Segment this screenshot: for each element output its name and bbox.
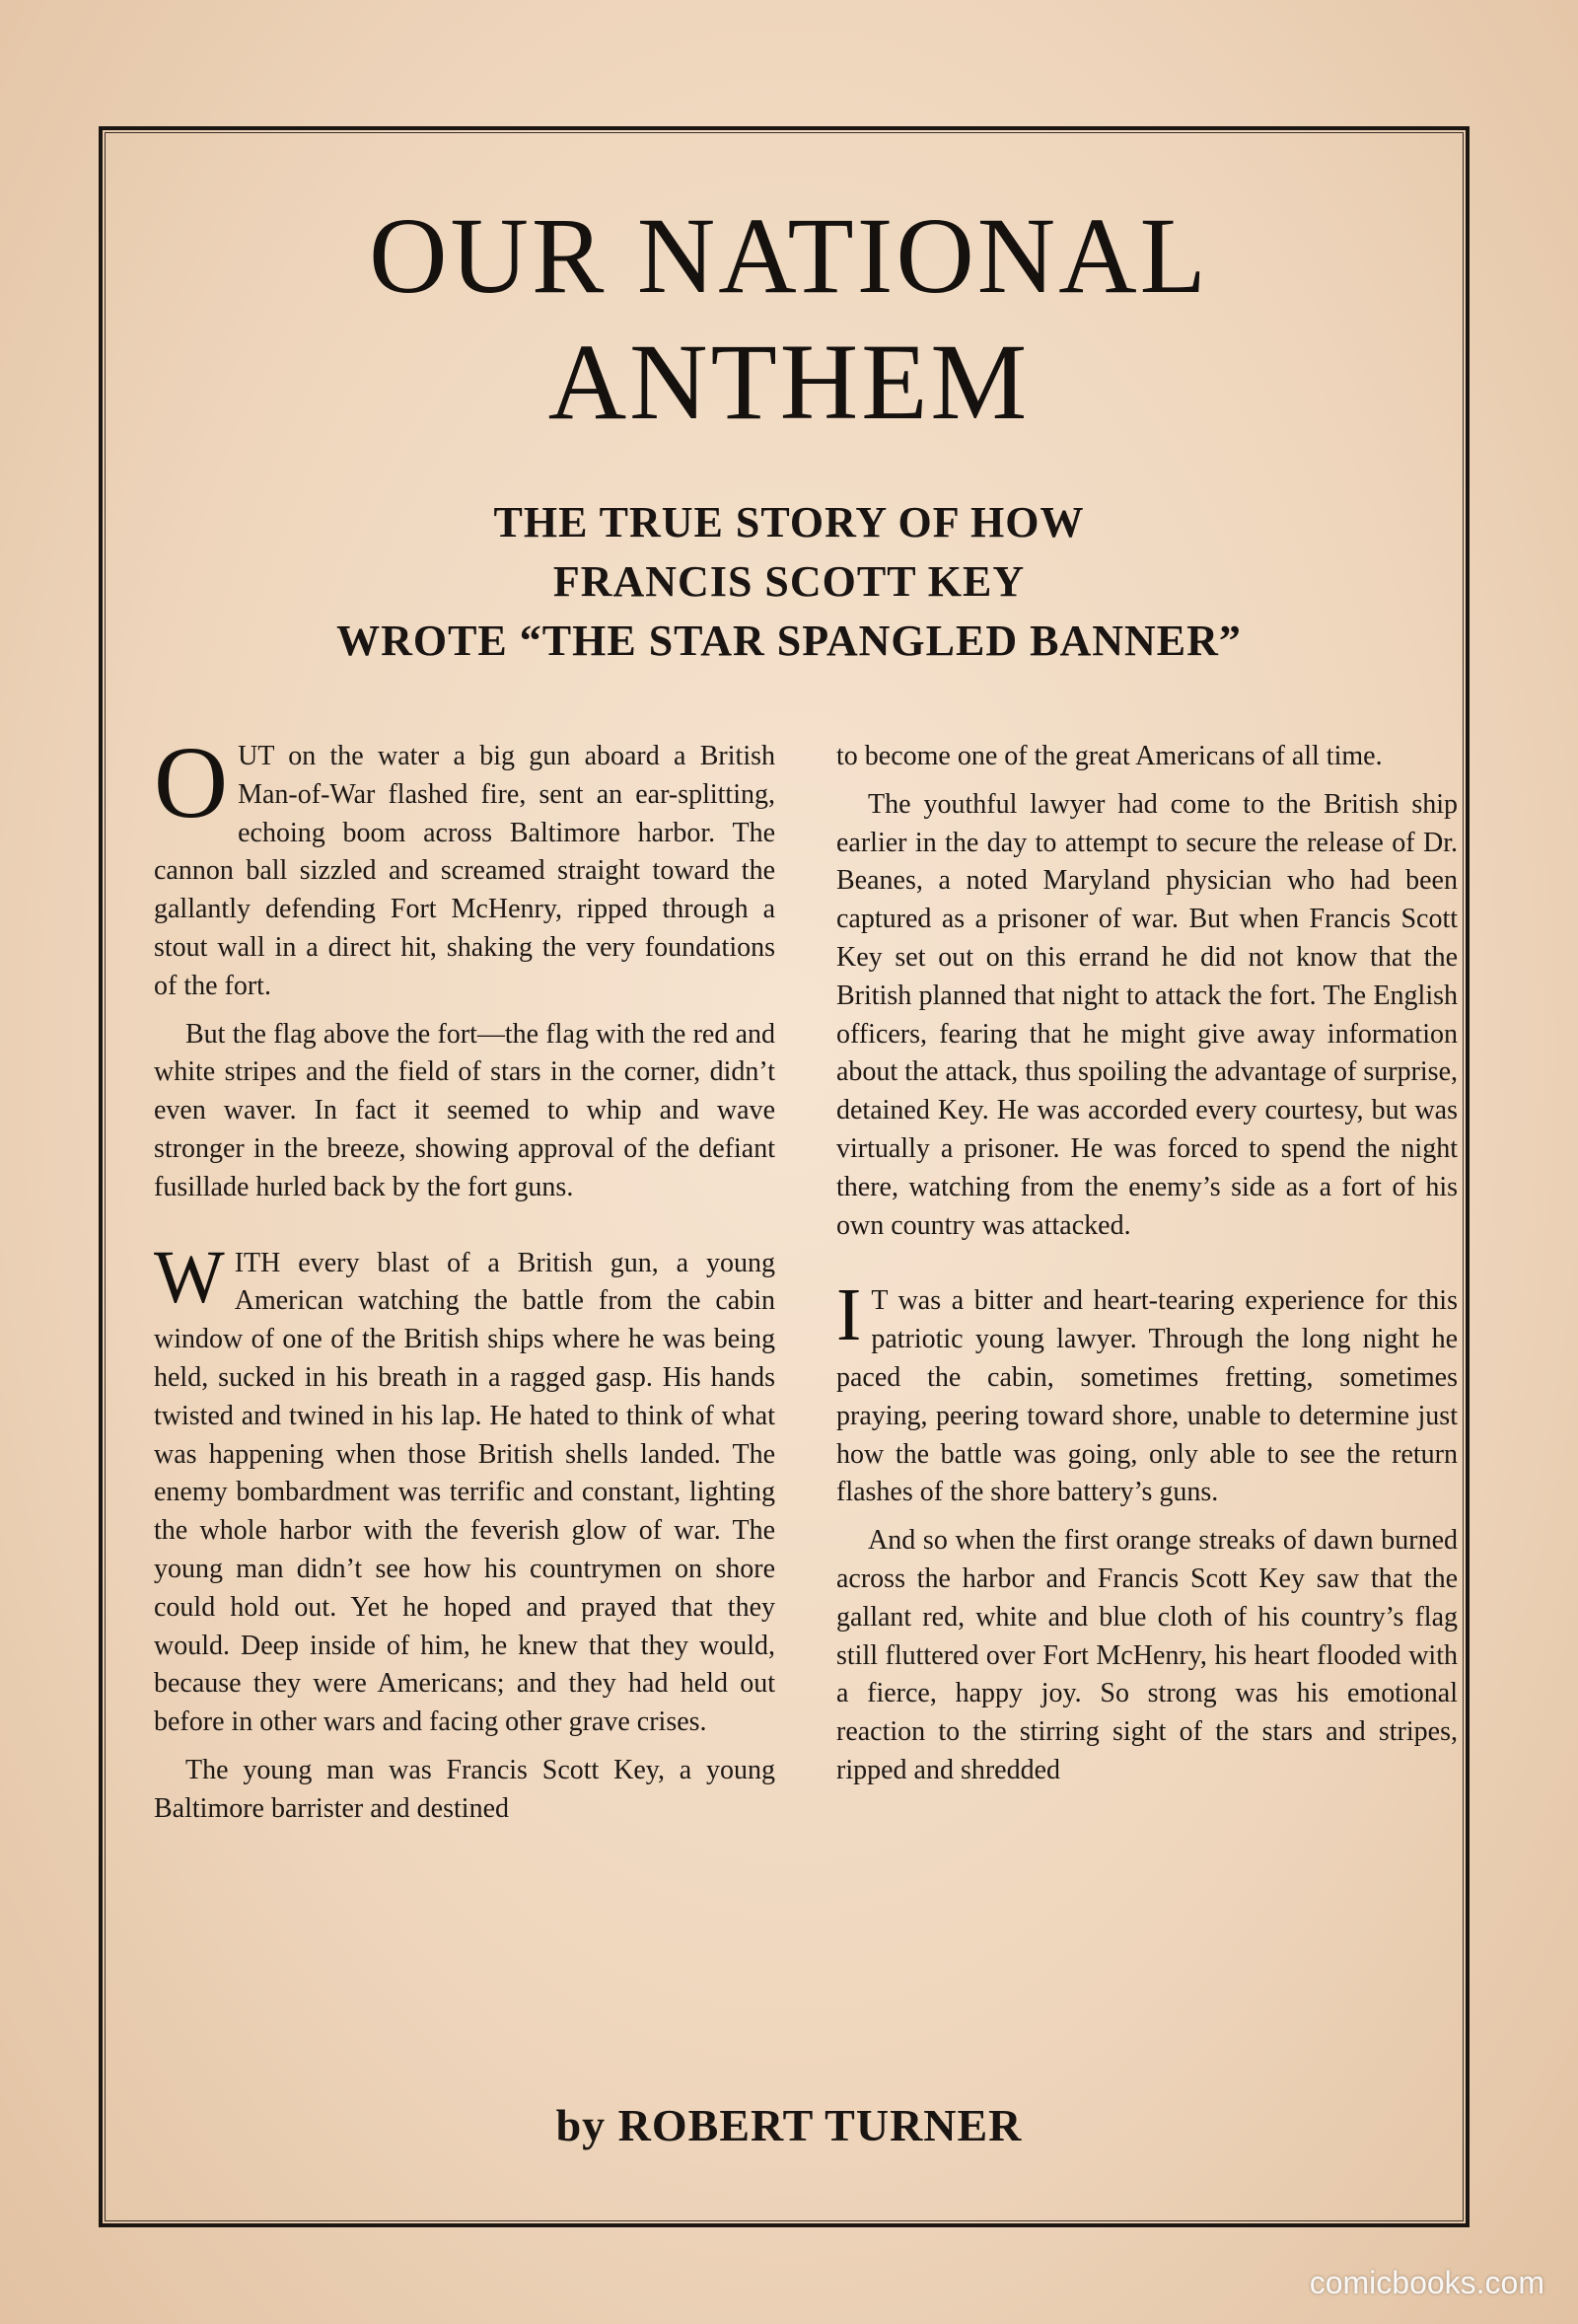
- paragraph: [836, 1522, 1458, 1790]
- site-watermark: comicbooks.com: [1309, 2265, 1544, 2300]
- paragraph: [154, 726, 775, 1006]
- title-line-1: OUR NATIONAL: [369, 195, 1209, 316]
- paragraph: [154, 1016, 775, 1207]
- paragraph-text: to become one of the great Americans of all time.: [836, 741, 1383, 771]
- drop-cap: I: [836, 1273, 862, 1357]
- subtitle-line-2: FRANCIS SCOTT KEY: [552, 557, 1026, 606]
- drop-cap: W: [154, 1235, 225, 1319]
- paragraph-text: And so when the first orange streaks of dawn burned across the harbor and Francis Scott Key saw that the gallant red, white and blue cloth of his country’s flag still fluttered over Fort McHenry, his heart flooded with a fierce, happy joy. So strong was his emotional reaction to the stirring sight of the stars and stripes, ripped and shredded: [836, 1525, 1458, 1785]
- paragraph: [154, 1235, 775, 1742]
- paragraph: [836, 1273, 1458, 1512]
- paragraph: [836, 738, 1458, 776]
- paragraph-text: The young man was Francis Scott Key, a young Baltimore barrister and destined: [154, 1754, 775, 1824]
- drop-cap: O: [154, 726, 229, 839]
- author-byline: by ROBERT TURNER: [555, 2100, 1023, 2150]
- paragraph-text: UT on the water a big gun aboard a British Man-of-War flashed fire, sent an ear-splitting, echoing boom across Baltimore harbor. The cannon ball sizzled and screamed straight toward the gallantly defending Fort McHenry, ripped through a stout wall in a direct hit, shaking the very foundations of the fort.: [154, 741, 775, 1001]
- subtitle-line-3: WROTE “THE STAR SPANGLED BANNER”: [336, 617, 1242, 665]
- paragraph-text: T was a bitter and heart-tearing experience for this patriotic young lawyer. Through the long night he paced the cabin, sometimes fretting, sometimes praying, peering toward shore, unable to determine just how the battle was going, only able to see the return flashes of the shore battery’s guns.: [836, 1285, 1458, 1508]
- article-subtitle: [99, 493, 1479, 671]
- right-text-column: [836, 738, 1458, 1800]
- paragraph: [154, 1752, 775, 1829]
- article-title: [99, 192, 1479, 445]
- title-line-2: ANTHEM: [547, 322, 1031, 442]
- paragraph: [836, 786, 1458, 1246]
- paragraph-text: ITH every blast of a British gun, a young American watching the battle from the cabin window of one of the British ships where he was being held, sucked in his breath in a ragged gasp. His hands twisted and twined in his lap. He hated to think of what was happening when those British shells landed. The enemy bombardment was terrific and constant, lighting the whole harbor with the feverish glow of war. The young man didn’t see how his countrymen on shore could hold out. Yet he hoped and prayed that they would. Deep inside of him, he knew that they would, because they were Americans; and they had held out before in other wars and facing other grave crises.: [154, 1247, 775, 1738]
- subtitle-line-1: THE TRUE STORY OF HOW: [493, 498, 1085, 546]
- left-text-column: [154, 726, 775, 1839]
- paragraph-text: The youthful lawyer had come to the British ship earlier in the day to attempt to secure the release of Dr. Beanes, a noted Maryland physician who had been captured as a prisoner of war. But when Francis Scott Key set out on this errand he did not know that the British planned that night to attack the fort. The English officers, fearing that he might give away information about the attack, thus spoiling the advantage of surprise, detained Key. He was accorded every courtesy, but was virtually a prisoner. He was forced to spend the night there, watching from the enemy’s side as a fort of his own country was attacked.: [836, 788, 1458, 1241]
- paragraph-text: But the flag above the fort—the flag with the red and white stripes and the field of stars in the corner, didn’t even waver. In fact it seemed to whip and wave stronger in the breeze, showing approval of the defiant fusillade hurled back by the fort guns.: [154, 1018, 775, 1202]
